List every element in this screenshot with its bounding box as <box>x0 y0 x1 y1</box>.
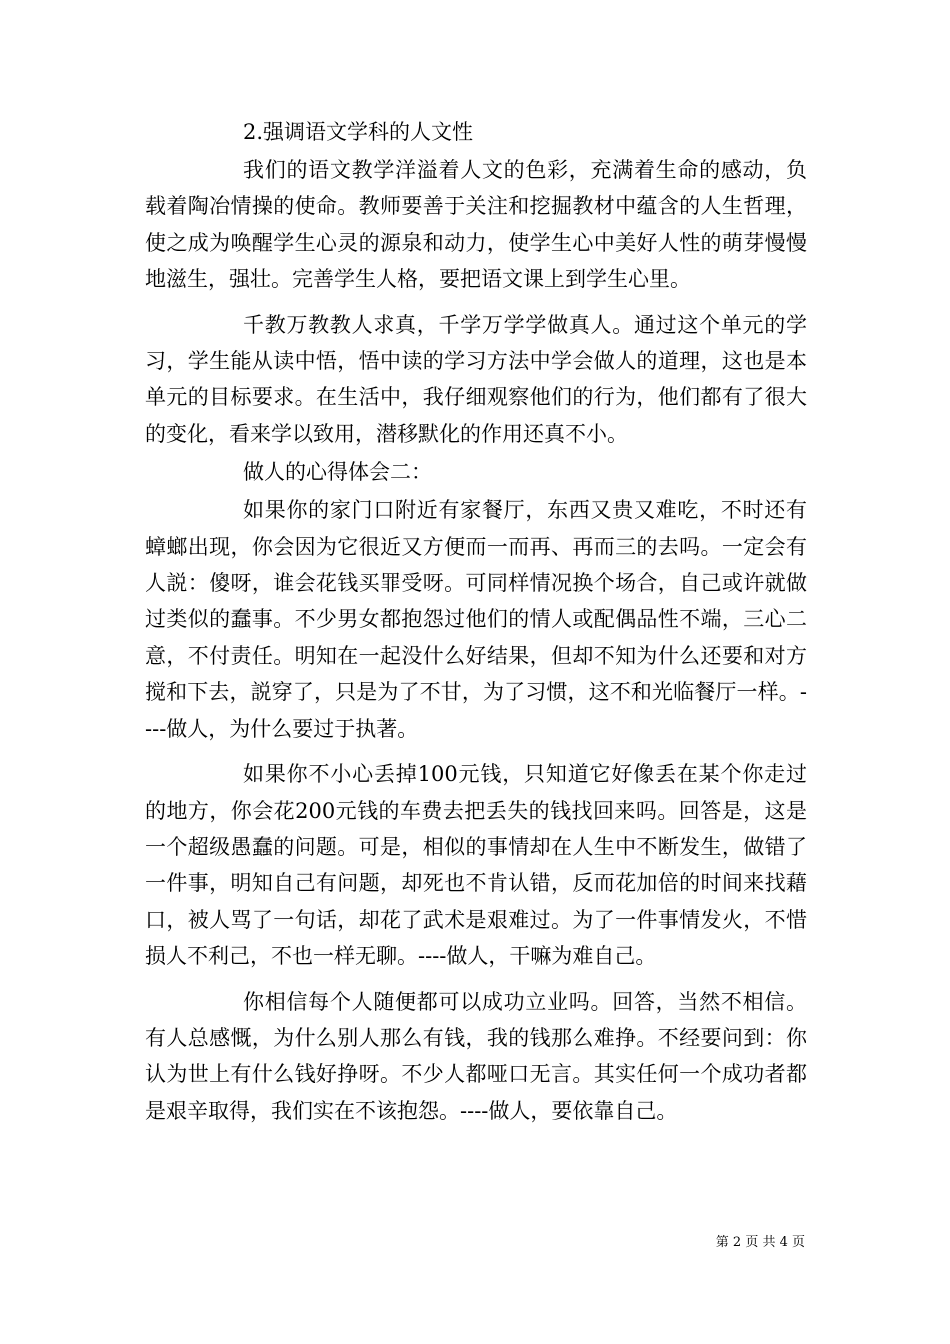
paragraph-self-reliance: 你相信每个人随便都可以成功立业吗。回答，当然不相信。有人总感慨，为什么别人那么有钱，我的钱那么难挣。不经要问到：你认为世上有什么钱好挣呀。不少人都哑口无言。其实任何一个成功者都是艰辛取得，我们实在不该抱怨。----做人，要依靠自己。 <box>145 989 807 1123</box>
document-body <box>145 112 807 1129</box>
paragraph-humanism: 我们的语文教学洋溢着人文的色彩，充满着生命的感动，负载着陶冶情操的使命。教师要善于关注和挖掘教材中蕴含的人生哲理，使之成为唤醒学生心灵的源泉和动力，使学生心中美好人性的萌芽慢慢地滋生，强壮。完善学生人格，要把语文课上到学生心里。 <box>145 158 807 292</box>
section-heading-humanism: 2.强调语文学科的人文性 <box>243 120 474 144</box>
paragraph-restaurant: 如果你的家门口附近有家餐厅，东西又贵又难吃，不时还有蟑螂出现，你会因为它很近又方便而一而再、再而三的去吗。一定会有人説：傻呀，谁会花钱买罪受呀。可同样情况换个场合，自己或许就做过类似的蠢事。不少男女都抱怨过他们的情人或配偶品性不端，三心二意，不付责任。明知在一起没什么好结果，但却不知为什么还要和对方搅和下去，説穿了，只是为了不甘，为了习惯，这不和光临餐厅一样。----做人，为什么要过于执著。 <box>145 498 807 741</box>
paragraph-spacer <box>145 747 807 756</box>
paragraph-lost-money: 如果你不小心丢掉100元钱，只知道它好像丢在某个你走过的地方，你会花200元钱的车费去把丢失的钱找回来吗。回答是，这是一个超级愚蠢的问题。可是，相似的事情却在人生中不断发生，做错了一件事，明知自己有问题，却死也不肯认错，反而花加倍的时间来找藉口，被人骂了一句话，却花了武术是艰难过。为了一件事情发火，不惜损人不利己，不也一样无聊。----做人，干嘛为难自己。 <box>145 762 807 969</box>
section-heading-experience-two: 做人的心得体会二： <box>243 460 432 485</box>
paragraph-spacer <box>145 298 807 307</box>
page-number: 第 2 页 共 4 页 <box>715 1235 805 1250</box>
paragraph-learning-goal: 千教万教教人求真，千学万学学做真人。通过这个单元的学习，学生能从读中悟，悟中读的学习方法中学会做人的道理，这也是本单元的目标要求。在生活中，我仔细观察他们的行为，他们都有了很大的变化，看来学以致用，潜移默化的作用还真不小。 <box>145 312 807 446</box>
paragraph-spacer <box>145 975 807 984</box>
